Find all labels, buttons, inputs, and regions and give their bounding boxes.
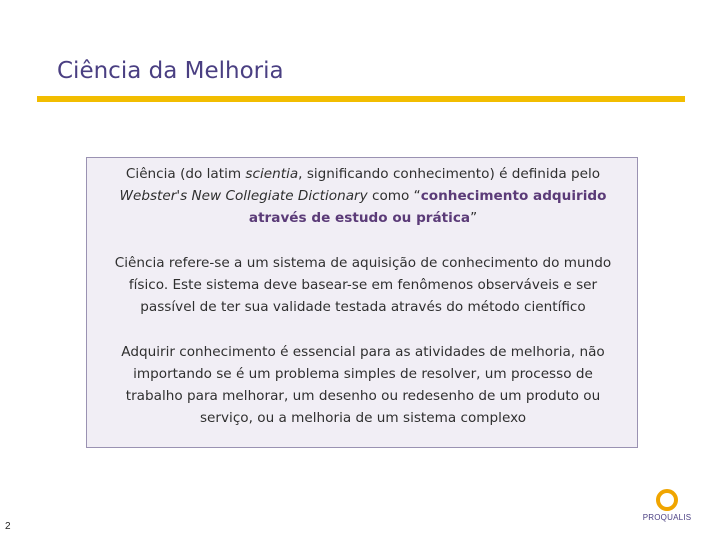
text-line — [87, 185, 639, 207]
text-span: ” — [470, 210, 478, 226]
dictionary-title: Webster's New Collegiate Dictionary — [119, 188, 368, 204]
science-system-paragraph — [87, 252, 639, 318]
improvement-paragraph — [87, 341, 639, 429]
content-box — [86, 157, 638, 448]
text-line — [87, 207, 639, 229]
text-line: trabalho para melhorar, um desenho ou redesenho de um produto ou — [125, 388, 601, 404]
text-line: passível de ter sua validade testada através do método científico — [140, 299, 586, 315]
text-line: serviço, ou a melhoria de um sistema complexo — [199, 410, 527, 426]
text-line: físico. Este sistema deve basear-se em fenômenos observáveis e ser — [128, 277, 598, 293]
page-number: 2 — [5, 521, 11, 532]
latin-term: scientia — [245, 166, 299, 182]
text-line — [87, 163, 639, 185]
text-line: importando se é um problema simples de resolver, um processo de — [133, 366, 593, 382]
text-line: Ciência refere-se a um sistema de aquisição de conhecimento do mundo — [114, 255, 612, 271]
logo-ring-icon — [656, 489, 678, 511]
quoted-definition: conhecimento adquirido — [420, 188, 607, 204]
text-line: Adquirir conhecimento é essencial para as atividades de melhoria, não — [121, 344, 605, 360]
text-span: como “ — [367, 188, 421, 204]
definition-paragraph — [87, 163, 639, 229]
text-span: , significando conhecimento) é definida pelo — [298, 166, 601, 182]
text-span: Ciência (do latim — [125, 166, 246, 182]
quoted-definition: através de estudo ou prática — [248, 210, 471, 226]
slide-title: Ciência da Melhoria — [57, 58, 284, 84]
logo-text: PROQUALIS — [642, 513, 692, 522]
proqualis-logo — [640, 489, 694, 525]
title-underline — [37, 96, 685, 102]
